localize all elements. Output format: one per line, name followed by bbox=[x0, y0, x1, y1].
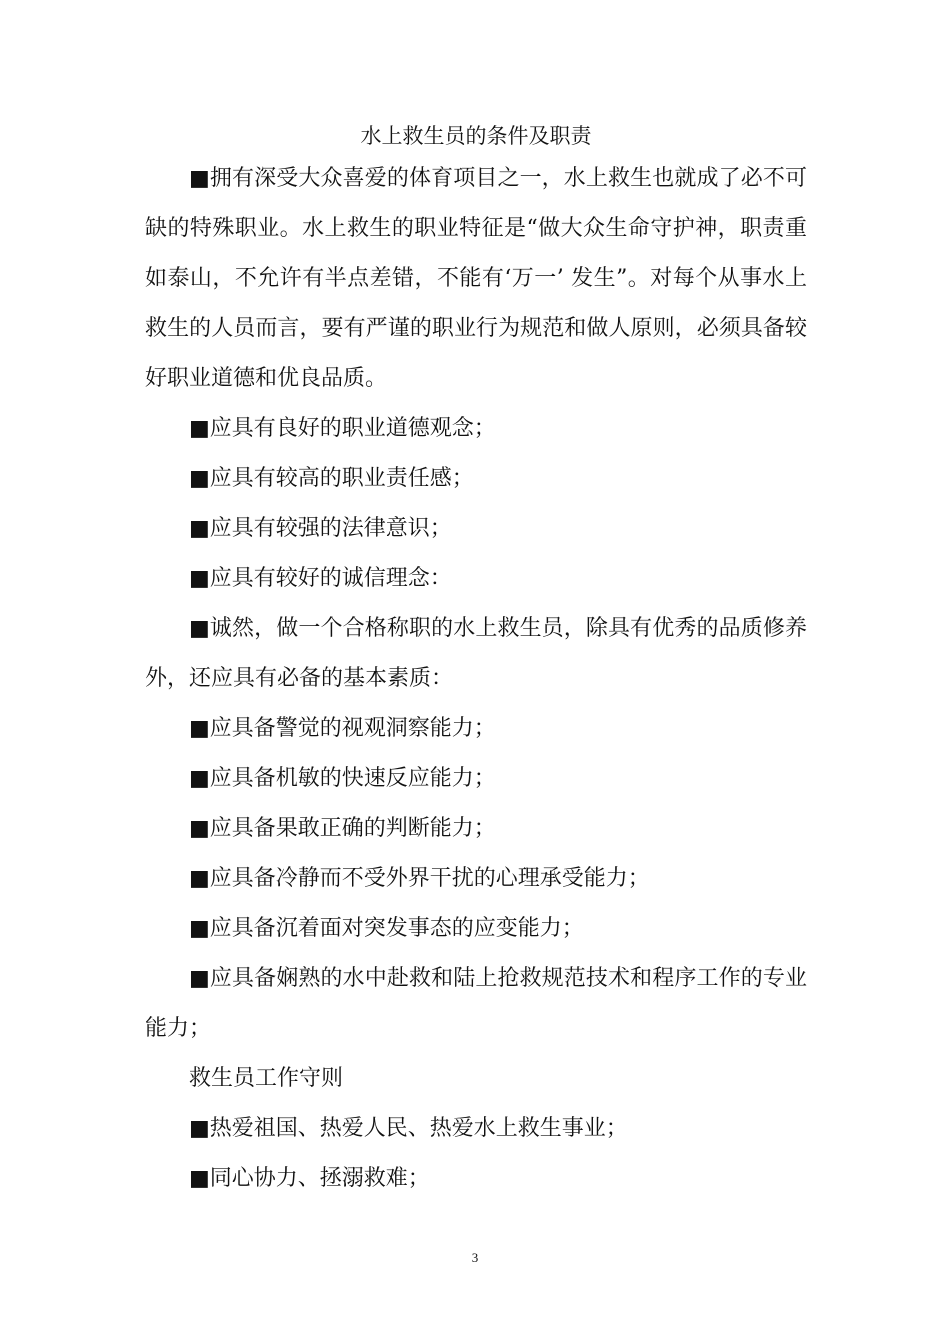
paragraph-item: ■应具有较高的职业责任感； bbox=[189, 466, 474, 491]
document-body bbox=[145, 154, 807, 1204]
paragraph-item: ■应具备果敢正确的判断能力； bbox=[189, 816, 496, 841]
paragraph-item: ■应具备娴熟的水中赴救和陆上抢救规范技术和程序工作的专业能力； bbox=[145, 966, 807, 1041]
paragraph-item: ■应具有较强的法律意识； bbox=[189, 516, 452, 541]
paragraph-item: ■应具备冷静而不受外界干扰的心理承受能力； bbox=[189, 866, 650, 891]
paragraph-item: ■应具有良好的职业道德观念； bbox=[189, 416, 496, 441]
paragraph-item: ■应具备警觉的视观洞察能力； bbox=[189, 716, 496, 741]
document-page bbox=[145, 118, 807, 1204]
page-number: 3 bbox=[471, 1250, 479, 1265]
paragraph-qualities: ■诚然，做一个合格称职的水上救生员，除具有优秀的品质修养外，还应具有必备的基本素质： bbox=[145, 616, 807, 691]
paragraph-item: ■热爱祖国、热爱人民、热爱水上救生事业； bbox=[189, 1116, 628, 1141]
paragraph-item: ■同心协力、拯溺救难； bbox=[189, 1166, 430, 1191]
paragraph-item: ■应具备机敏的快速反应能力； bbox=[189, 766, 496, 791]
paragraph-item: ■应具有较好的诚信理念： bbox=[189, 566, 452, 591]
paragraph-intro: ■拥有深受大众喜爱的体育项目之一，水上救生也就成了必不可缺的特殊职业。水上救生的职业特征是“做大众生命守护神，职责重如泰山，不允许有半点差错，不能有‘万一’ 发生”。对每个从事水上救生的人员而言，要有严谨的职业行为规范和做人原则，必须具备较好职业道德和优良品质。 bbox=[145, 166, 807, 391]
document-title: 水上救生员的条件及职责 bbox=[360, 124, 592, 148]
paragraph-item: ■应具备沉着面对突发事态的应变能力； bbox=[189, 916, 584, 941]
section-heading-work-rules: 救生员工作守则 bbox=[189, 1066, 344, 1091]
